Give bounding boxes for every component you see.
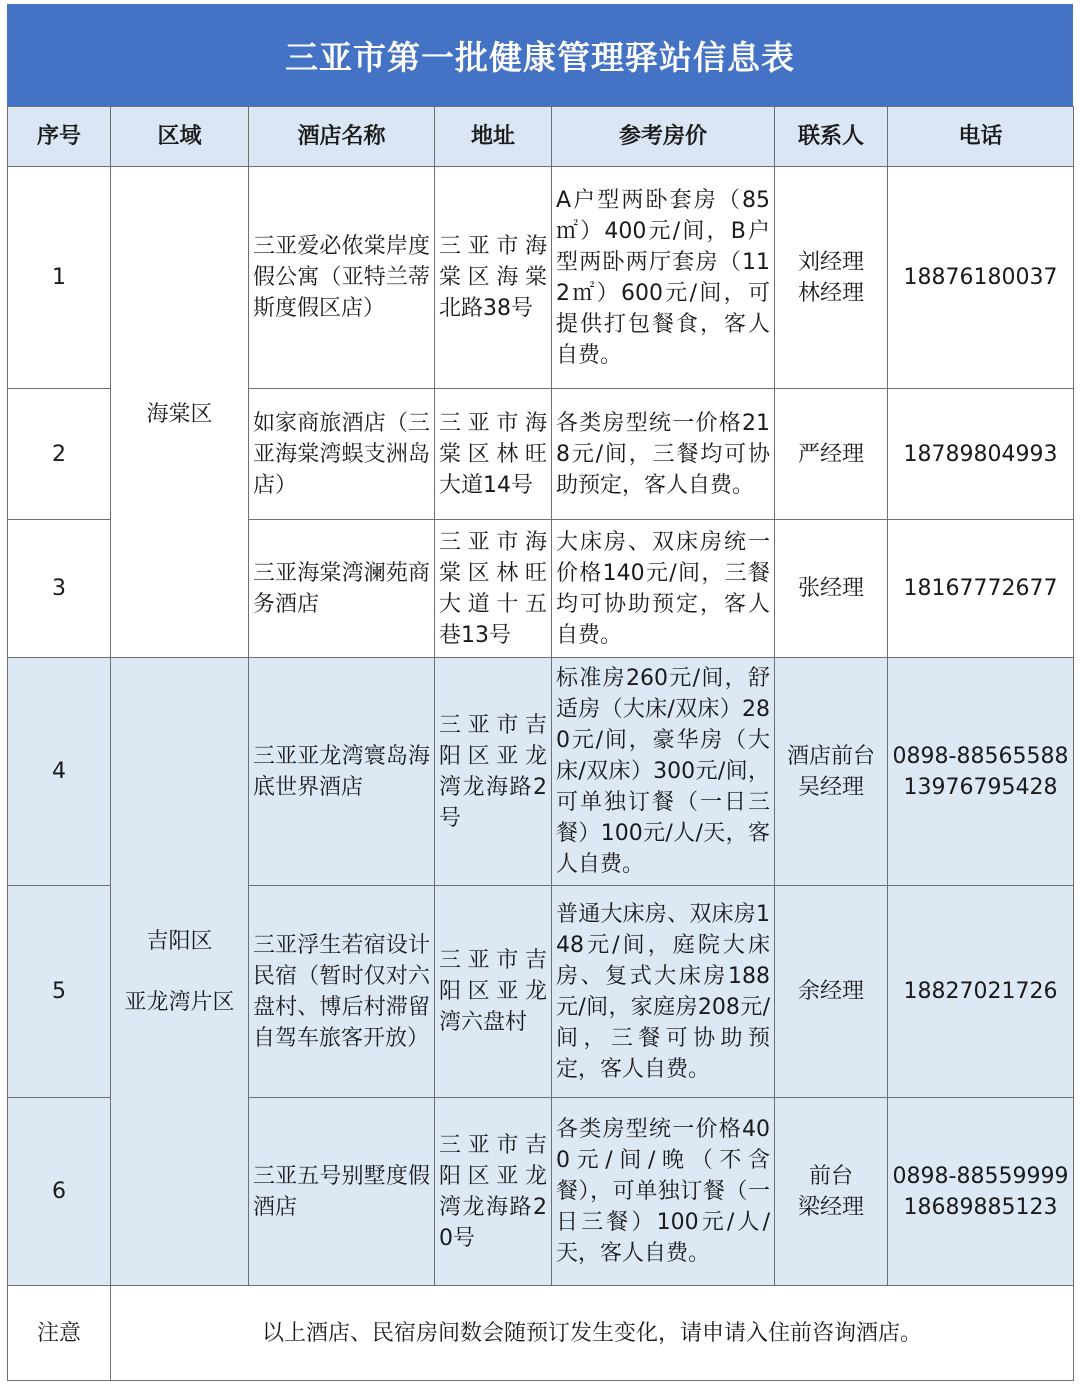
contact-line-2: 林经理 [797, 280, 864, 306]
hotel-name: 如家商旅酒店（三亚海棠湾蜈支洲岛店） [249, 389, 435, 520]
header-phone: 电话 [888, 107, 1074, 167]
contact-line-1: 余经理 [797, 979, 864, 1004]
table-row [8, 658, 1074, 886]
hotel-contact [775, 658, 888, 886]
phone-line-2: 13976795428 [903, 774, 1058, 800]
phone-line-1: 18827021726 [903, 979, 1058, 1004]
contact-line-1: 严经理 [797, 441, 864, 467]
hotel-name: 三亚五号别墅度假酒店 [249, 1098, 435, 1286]
district-haitang: 海棠区 [111, 167, 249, 658]
hotel-address: 三亚市海棠区林旺大道十五巷13号 [435, 520, 552, 658]
hotel-phone [888, 520, 1074, 658]
hotel-address: 三亚市海棠区林旺大道14号 [435, 389, 552, 520]
row-no: 3 [8, 520, 111, 658]
hotel-address: 三亚市海棠区海棠北路38号 [435, 167, 552, 389]
hotel-name: 三亚海棠湾澜苑商务酒店 [249, 520, 435, 658]
hotel-name: 三亚爱必侬棠岸度假公寓（亚特兰蒂斯度假区店） [249, 167, 435, 389]
header-hotel: 酒店名称 [249, 107, 435, 167]
hotel-phone [888, 167, 1074, 389]
table-row [8, 167, 1074, 389]
hotel-phone [888, 658, 1074, 886]
hotel-contact [775, 167, 888, 389]
row-no: 1 [8, 167, 111, 389]
hotel-contact [775, 520, 888, 658]
hotel-price: 标准房260元/间，舒适房（大床/双床）280元/间，豪华房（大床/双床）300元/间，可单独订餐（一日三餐）100元/人/天，客人自费。 [552, 658, 775, 886]
note-label: 注意 [8, 1286, 111, 1381]
table-title: 三亚市第一批健康管理驿站信息表 [7, 4, 1073, 106]
district-line-1: 吉阳区 [146, 928, 213, 954]
district-jiyang [111, 658, 249, 1286]
contact-line-2: 吴经理 [797, 774, 864, 800]
header-no: 序号 [8, 107, 111, 167]
contact-line-2: 梁经理 [797, 1194, 864, 1220]
hotel-price: A户型两卧套房（85㎡）400元/间，B户型两卧两厅套房（112㎡）600元/间，可提供打包餐食，客人自费。 [552, 167, 775, 389]
hotel-price: 各类房型统一价格218元/间，三餐均可协助预定，客人自费。 [552, 389, 775, 520]
hotel-phone [888, 886, 1074, 1098]
hotel-price: 各类房型统一价格400元/间/晚（不含餐），可单独订餐（一日三餐）100元/人/天，客人自费。 [552, 1098, 775, 1286]
hotel-contact [775, 1098, 888, 1286]
hotel-contact [775, 886, 888, 1098]
hotel-contact [775, 389, 888, 520]
phone-line-1: 0898-88559999 [892, 1163, 1069, 1189]
header-contact: 联系人 [775, 107, 888, 167]
header-address: 地址 [435, 107, 552, 167]
header-row [8, 107, 1074, 167]
hotel-name: 三亚亚龙湾寰岛海底世界酒店 [249, 658, 435, 886]
hotel-address: 三亚市吉阳区亚龙湾龙海路2号 [435, 658, 552, 886]
note-row [8, 1286, 1074, 1381]
phone-line-2: 18689885123 [903, 1194, 1058, 1220]
hotel-table [7, 106, 1074, 1381]
contact-line-1: 张经理 [797, 576, 864, 601]
contact-line-1: 刘经理 [797, 249, 864, 275]
hotel-price: 普通大床房、双床房148元/间，庭院大床房、复式大床房188元/间，家庭房208元/间，三餐可协助预定，客人自费。 [552, 886, 775, 1098]
hotel-price: 大床房、双床房统一价格140元/间，三餐均可协助预定，客人自费。 [552, 520, 775, 658]
hotel-phone [888, 389, 1074, 520]
district-line-2: 亚龙湾片区 [124, 989, 235, 1015]
hotel-phone [888, 1098, 1074, 1286]
hotel-address: 三亚市吉阳区亚龙湾龙海路20号 [435, 1098, 552, 1286]
header-district: 区域 [111, 107, 249, 167]
header-price: 参考房价 [552, 107, 775, 167]
row-no: 5 [8, 886, 111, 1098]
contact-line-1: 前台 [808, 1163, 853, 1189]
note-text: 以上酒店、民宿房间数会随预订发生变化，请申请入住前咨询酒店。 [111, 1286, 1074, 1381]
phone-line-1: 0898-88565588 [892, 743, 1069, 769]
contact-line-1: 酒店前台 [786, 743, 875, 769]
row-no: 4 [8, 658, 111, 886]
row-no: 2 [8, 389, 111, 520]
hotel-name: 三亚浮生若宿设计民宿（暂时仅对六盘村、博后村滞留自驾车旅客开放） [249, 886, 435, 1098]
hotel-address: 三亚市吉阳区亚龙湾六盘村 [435, 886, 552, 1098]
row-no: 6 [8, 1098, 111, 1286]
phone-line-1: 18876180037 [903, 265, 1058, 290]
phone-line-1: 18167772677 [903, 576, 1058, 601]
phone-line-1: 18789804993 [903, 441, 1058, 467]
